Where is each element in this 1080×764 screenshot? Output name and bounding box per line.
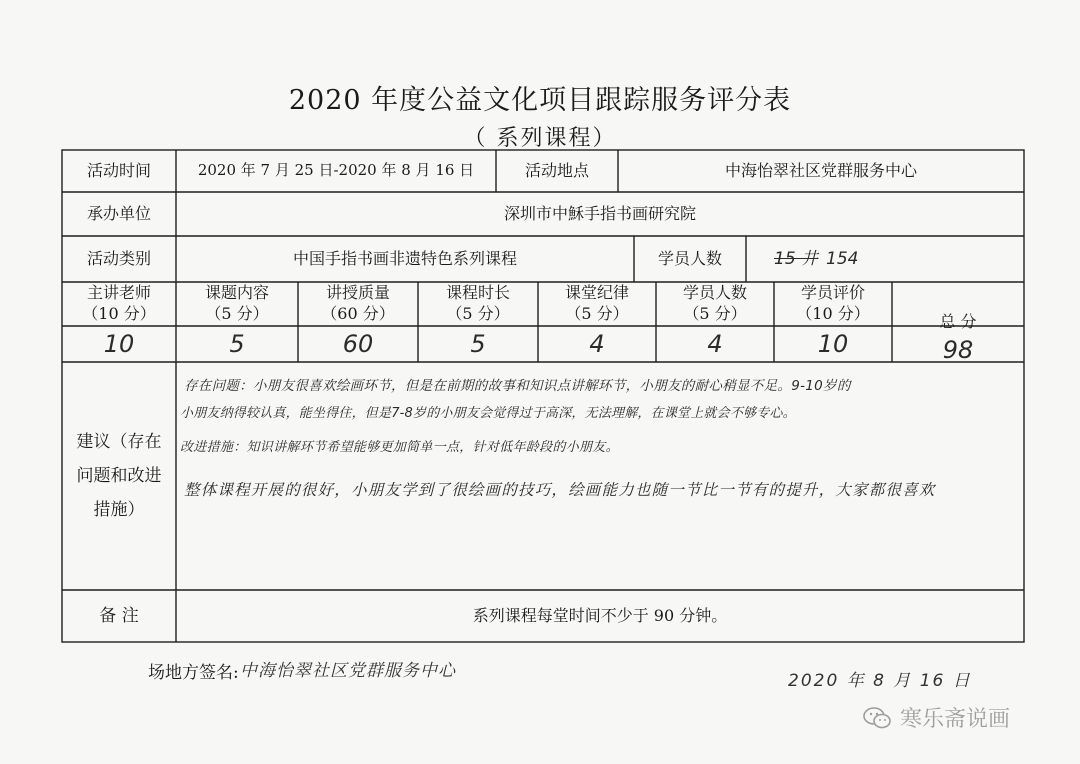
score-header-name: 学员评价 [800,283,865,303]
score-quality: 60 [342,329,374,358]
suggestion-line: 改进措施：知识讲解环节希望能够更加简单一点，针对低年龄段的小朋友。 [180,440,619,455]
activity-place-value: 中海怡翠社区党群服务中心 [724,161,917,181]
score-header-name: 课堂纪律 [564,283,629,303]
suggestion-content [180,364,1020,584]
remark-label: 备 注 [99,605,139,626]
score-header-duration [418,282,538,326]
document-title: 2020 年度公益文化项目跟踪服务评分表 [288,85,792,116]
score-header-quality [298,282,418,326]
score-topic: 5 [229,329,245,358]
score-evaluation: 10 [817,329,849,358]
score-duration: 5 [470,329,486,358]
score-header-points: （5 分） [683,304,747,323]
score-teacher: 10 [103,329,135,358]
organizer-value: 深圳市中穌手指书画研究院 [503,204,696,224]
suggestion-line: 整体课程开展的很好，小朋友学到了很绘画的技巧，绘画能力也随一节比一节有的提升，大家都很喜欢 [184,481,936,499]
suggestion-line: 小朋友纳得较认真，能坐得住，但是7-8岁的小朋友会觉得过于高深，无法理解，在课堂上就会不够专心。 [180,406,796,421]
score-header-name: 课程时长 [445,283,510,303]
organizer-label: 承办单位 [86,204,151,224]
score-students: 4 [707,329,723,358]
remark-value: 系列课程每堂时间不少于 90 分钟。 [472,606,728,626]
score-header-name: 课题内容 [204,283,269,303]
score-header-points: （10 分） [82,304,156,323]
activity-category-label: 活动类别 [86,249,151,269]
score-header-points: （5 分） [205,304,269,323]
activity-category-value: 中国手指书画非遗特色系列课程 [292,249,517,269]
wechat-icon [862,705,892,731]
score-header-name: 讲授质量 [325,283,390,303]
suggestion-line: 存在问题：小朋友很喜欢绘画环节，但是在前期的故事和知识点讲解环节，小朋友的耐心稍显不足。9-10岁的 [184,378,851,394]
watermark [862,702,1010,733]
document-subtitle: （ 系列课程） [463,126,617,151]
struck-count: 15 井 [774,248,819,269]
signature-date: 2020 年 8 月 16 日 [788,671,972,691]
score-header-name: 总 分 [939,311,977,331]
score-header-topic [176,282,298,326]
activity-place-label: 活动地点 [524,161,589,181]
student-count-label: 学员人数 [657,249,722,269]
score-total: 98 [942,335,974,364]
watermark-text: 寒乐斋说画 [900,707,1011,732]
score-header-points: （10 分） [796,304,870,323]
student-count-number: 154 [826,248,859,269]
suggestion-label: 建议（存在问题和改进措施） [76,432,162,520]
score-header-points: （5 分） [565,304,629,323]
score-header-name: 学员人数 [682,283,747,303]
score-header-points: （60 分） [321,304,395,323]
score-discipline: 4 [589,329,605,358]
student-count-value [746,236,1024,282]
score-header-points: （5 分） [446,304,510,323]
score-header-evaluation [774,282,892,326]
signature-label: 场地方签名: [148,663,239,683]
score-header-name: 主讲老师 [86,283,151,303]
score-header-discipline [538,282,656,326]
score-header-students [656,282,774,326]
activity-time-value: 2020 年 7 月 25 日-2020 年 8 月 16 日 [197,161,475,180]
score-header-teacher [62,282,176,326]
signature-value: 中海怡翠社区党群服务中心 [240,661,456,681]
activity-time-label: 活动时间 [86,161,151,181]
